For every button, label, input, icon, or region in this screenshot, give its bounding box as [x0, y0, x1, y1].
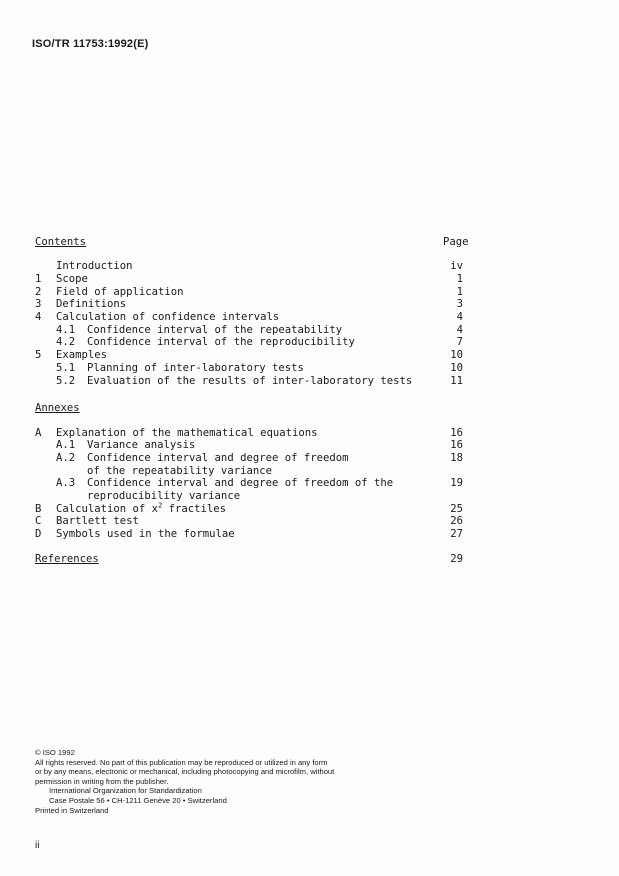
annex-entry-title: Confidence interval and degree of freedom [87, 452, 349, 464]
rights-text: All rights reserved. No part of this publication may be reproduced or utilized in any form [35, 757, 328, 767]
toc-entry-title: Confidence interval of the reproducibility [87, 336, 355, 348]
copyright-block [35, 748, 334, 815]
rights-text: or by any means, electronic or mechanical, including photocopying and microfilm, without [35, 767, 335, 777]
references-page: 29 [450, 553, 463, 565]
toc-entry-number: 4 [35, 311, 42, 323]
organization-address: Case Postale 56 • CH-1211 Genève 20 • Switzerland [49, 795, 227, 805]
annex-entry-title-continued: of the repeatability variance [87, 465, 272, 477]
toc-entry-number: 4.2 [56, 336, 76, 348]
annex-entry-number: D [35, 528, 42, 540]
toc-entry-page: 4 [456, 324, 463, 336]
superscript: 2 [158, 501, 163, 510]
copyright-line: © ISO 1992 [35, 748, 75, 757]
annex-entry-page: 27 [450, 528, 463, 540]
annex-entry-number: A.3 [56, 477, 76, 489]
toc-entry-page: 3 [456, 298, 463, 310]
toc-entry-page: 4 [456, 311, 463, 323]
annex-entry-number: A [35, 427, 42, 439]
annex-entry-page: 19 [450, 477, 463, 489]
annex-entry-title [56, 503, 226, 515]
annex-entry-number: A.2 [56, 452, 76, 464]
annex-entry-number: B [35, 503, 42, 515]
annexes-heading: Annexes [35, 402, 80, 414]
annex-entry-number: C [35, 515, 42, 527]
toc-entry-number: 5.1 [56, 362, 76, 374]
toc-entry-number: 1 [35, 273, 42, 285]
annex-entry-title-text: fractiles [162, 503, 227, 515]
page-number: ii [35, 840, 40, 851]
rights-text: permission in writing from the publisher. [35, 776, 169, 786]
document-id: ISO/TR 11753:1992(E) [32, 38, 149, 50]
toc-entry-page: 11 [450, 375, 463, 387]
annex-entry-title: Variance analysis [87, 439, 196, 451]
annex-entry-title: Explanation of the mathematical equations [56, 427, 318, 439]
annex-entry-title-text: Calculation of x [56, 503, 159, 515]
toc-entry-number: 4.1 [56, 324, 76, 336]
toc-entry-title: Introduction [56, 260, 133, 272]
annex-entry-title: Symbols used in the formulae [56, 528, 235, 540]
toc-entry-page: iv [450, 260, 463, 272]
toc-entry-page: 10 [450, 362, 463, 374]
toc-entry-number: 3 [35, 298, 42, 310]
page-column-heading: Page [443, 236, 469, 248]
toc-entry-number: 2 [35, 286, 42, 298]
toc-entry-page: 1 [456, 273, 463, 285]
annex-entry-page: 16 [450, 427, 463, 439]
references-heading: References [35, 553, 99, 565]
annex-entry-title: Bartlett test [56, 515, 139, 527]
toc-entry-title: Evaluation of the results of inter-laboratory tests [87, 375, 413, 387]
toc-entry-page: 1 [456, 286, 463, 298]
annex-entry-number: A.1 [56, 439, 76, 451]
annex-entry-page: 18 [450, 452, 463, 464]
annex-entry-title: Confidence interval and degree of freedom of the [87, 477, 394, 489]
toc-entry-title: Scope [56, 273, 88, 285]
toc-entry-title: Calculation of confidence intervals [56, 311, 280, 323]
toc-entry-title: Confidence interval of the repeatability [87, 324, 343, 336]
toc-entry-page: 10 [450, 349, 463, 361]
toc-entry-title: Definitions [56, 298, 127, 310]
annex-entry-title-continued: reproducibility variance [87, 490, 241, 502]
contents-heading: Contents [35, 236, 87, 248]
toc-entry-title: Planning of inter-laboratory tests [87, 362, 304, 374]
toc-entry-title: Field of application [56, 286, 184, 298]
toc-entry-page: 7 [456, 336, 463, 348]
toc-entry-number: 5.2 [56, 375, 76, 387]
organization-name: International Organization for Standardization [49, 786, 202, 796]
toc-entry-number: 5 [35, 349, 42, 361]
annex-entry-page: 16 [450, 439, 463, 451]
annex-entry-page: 26 [450, 515, 463, 527]
printed-in: Printed in Switzerland [35, 805, 109, 815]
toc-entry-title: Examples [56, 349, 108, 361]
annex-entry-page: 25 [450, 503, 463, 515]
